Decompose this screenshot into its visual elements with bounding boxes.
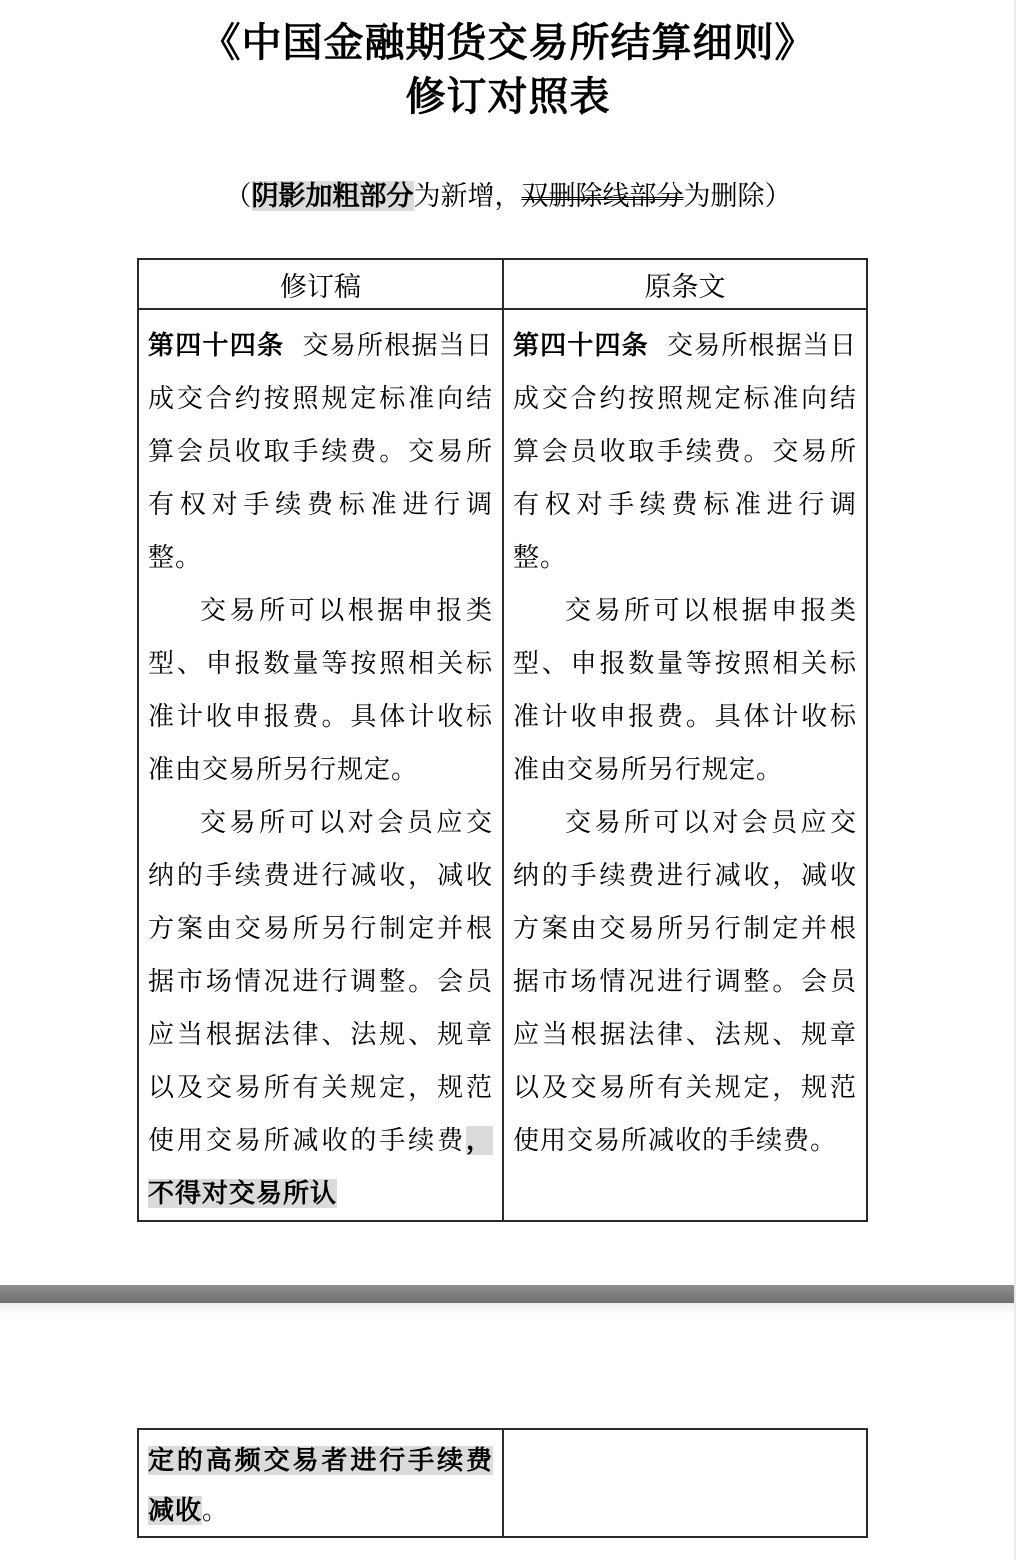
original-paragraph-2: 交易所可以根据申报类型、申报数量等按照相关标准计收申报费。具体计收标准由交易所另行规定。 xyxy=(513,596,857,784)
revised-continuation-text xyxy=(148,1436,493,1536)
original-text-cell xyxy=(503,309,867,1221)
page-separator-shadow xyxy=(0,1303,1016,1315)
column-header-revised: 修订稿 xyxy=(138,259,503,309)
comparison-table-body-row xyxy=(138,309,867,1221)
revised-continuation-cell xyxy=(138,1429,503,1537)
comparison-table-header-row xyxy=(138,259,867,309)
original-paragraph-1 xyxy=(513,319,857,584)
original-article-number: 第四十四条 xyxy=(513,331,649,360)
comparison-table-continuation xyxy=(137,1428,868,1538)
legend-deleted-sample: 双删除线部分 xyxy=(521,181,684,211)
revised-text-cell xyxy=(138,309,503,1221)
revised-continuation-added-highlight: 定的高频交易者进行手续费减收 xyxy=(148,1446,493,1525)
original-continuation-cell-empty xyxy=(503,1429,867,1537)
document-title-line2: 修订对照表 xyxy=(405,74,611,119)
revised-paragraph-1 xyxy=(148,319,493,584)
revised-paragraph-3-text: 交易所可以对会员应交纳的手续费进行减收，减收方案由交易所另行制定并根据市场情况进行调整。会员应当根据法律、法规、规章以及交易所有关规定，规范使用交易所减收的手续费 xyxy=(148,808,493,1155)
legend-added-sample: 阴影加粗部分 xyxy=(251,181,414,211)
document-title-line1: 《中国金融期货交易所结算细则》 xyxy=(200,20,816,65)
revised-paragraph-2: 交易所可以根据申报类型、申报数量等按照相关标准计收申报费。具体计收标准由交易所另行规定。 xyxy=(148,596,493,784)
revision-legend xyxy=(0,178,1016,214)
original-paragraph-1-text: 交易所根据当日成交合约按照规定标准向结算会员收取手续费。交易所有权对手续费标准进行调整。 xyxy=(513,331,857,572)
legend-deleted-meaning: 为删除） xyxy=(683,181,792,211)
page-separator-bar xyxy=(0,1285,1016,1303)
revised-paragraph-1-text: 交易所根据当日成交合约按照规定标准向结算会员收取手续费。交易所有权对手续费标准进行调整。 xyxy=(148,331,493,572)
column-header-original: 原条文 xyxy=(503,259,867,309)
legend-added-meaning: 为新增， xyxy=(413,181,522,211)
legend-open-paren: （ xyxy=(224,181,252,211)
revised-continuation-tail: 。 xyxy=(202,1496,230,1525)
revised-paragraph-3-added-highlight: ，不得对交易所认 xyxy=(148,1126,493,1208)
original-paragraph-3: 交易所可以对会员应交纳的手续费进行减收，减收方案由交易所另行制定并根据市场情况进行调整。会员应当根据法律、法规、规章以及交易所有关规定，规范使用交易所减收的手续费。 xyxy=(513,808,857,1155)
revised-article-number: 第四十四条 xyxy=(148,331,285,360)
comparison-table xyxy=(137,258,868,1222)
continuation-row xyxy=(138,1429,867,1537)
revised-paragraph-3 xyxy=(148,796,493,1220)
document-title xyxy=(0,16,1016,124)
